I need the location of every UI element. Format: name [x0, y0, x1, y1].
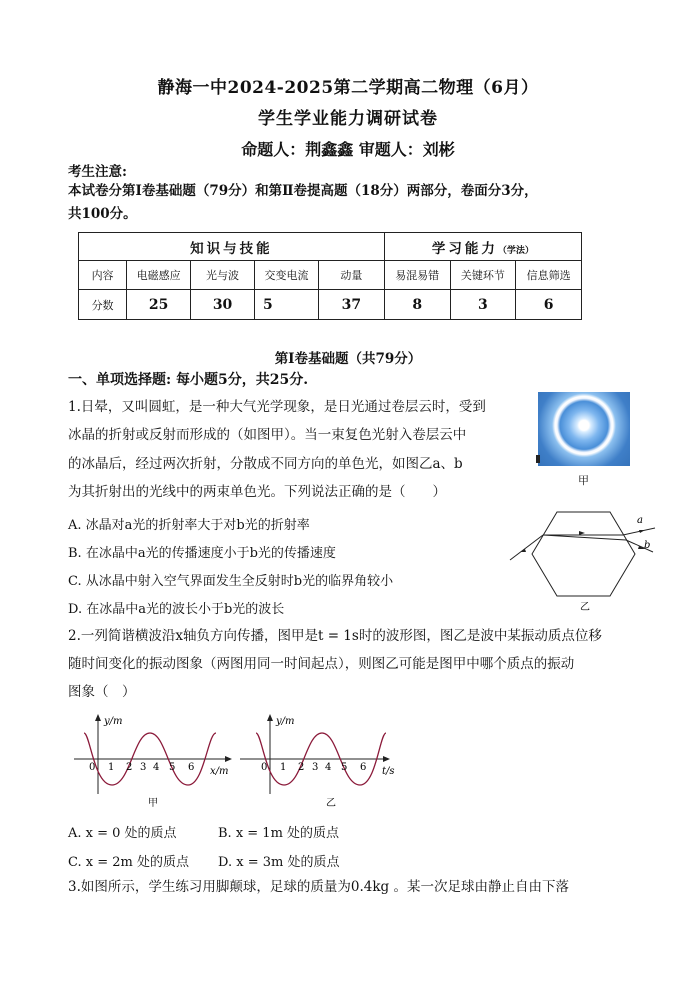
- col-name: 动量: [318, 261, 384, 290]
- q1-option-b: B. 在冰晶中a光的传播速度小于b光的传播速度: [68, 546, 336, 561]
- table-group-ability-note: （学法）: [497, 245, 534, 256]
- q1-line-2: 冰晶的折射或反射而形成的（如图甲）。当一束复色光射入卷层云中: [68, 427, 467, 443]
- wave-graph-jia: [70, 712, 240, 810]
- score-distribution-table: [78, 232, 582, 320]
- notice-label: 考生注意:: [68, 164, 127, 180]
- table-group-knowledge: 知识与技能: [79, 233, 385, 261]
- graph-caption: 甲: [148, 798, 158, 809]
- y-axis-arrow-icon: [95, 714, 101, 721]
- col-score: 6: [516, 290, 582, 320]
- tick-label: 2: [126, 762, 133, 773]
- q2-line-2: 随时间变化的振动图象（两图用同一时间起点），则图乙可能是图甲中哪个质点的振动: [68, 656, 575, 672]
- hexagon-refraction-diagram: [505, 500, 665, 615]
- table-group-ability: [384, 233, 581, 261]
- col-score: 3: [450, 290, 516, 320]
- part-title: 一、单项选择题: 每小题5分，共25分.: [68, 372, 309, 388]
- tick-label: 0: [89, 762, 96, 773]
- col-name: 易混易错: [384, 261, 450, 290]
- arrow-icon: [639, 530, 645, 533]
- diagram-caption: 乙: [580, 602, 590, 613]
- vibration-graph-yi: [236, 712, 408, 810]
- tick-label: 1: [108, 762, 115, 773]
- table-group-ability-label: 学习能力: [431, 240, 498, 257]
- q1-line-3: 的冰晶后，经过两次折射，分散成不同方向的单色光，如图乙a、b: [68, 456, 463, 472]
- tick-label: 5: [169, 762, 176, 773]
- col-name: 电磁感应: [127, 261, 191, 290]
- q2-option-b: B. x = 1m 处的质点: [218, 826, 340, 841]
- row-label-content: 内容: [79, 261, 127, 290]
- ray-a-label: a: [637, 515, 643, 526]
- tick-label: 5: [341, 762, 348, 773]
- t-axis-arrow-icon: [383, 756, 390, 762]
- tick-label: 0: [261, 762, 268, 773]
- graph-caption: 乙: [326, 798, 336, 809]
- tick-labels: [261, 762, 366, 773]
- exam-title: 静海一中2024-2025第二学期高二物理（6月）: [157, 78, 539, 98]
- halo-photo: [538, 392, 630, 466]
- ray-b-label: b: [644, 540, 651, 551]
- q1-option-d: D. 在冰晶中a光的波长小于b光的波长: [68, 602, 285, 617]
- x-axis-label: x/m: [210, 766, 229, 777]
- q2-line-3: 图象（ ）: [68, 684, 136, 700]
- q2-option-c: C. x = 2m 处的质点: [68, 855, 189, 870]
- q1-line-1: 1.日晕，又叫圆虹，是一种大气光学现象，是日光通过卷层云时，受到: [68, 399, 486, 415]
- tick-label: 4: [325, 762, 332, 773]
- exit-ray-a: [623, 528, 655, 535]
- col-score: 8: [384, 290, 450, 320]
- exam-authors: 命题人：荆鑫鑫 审题人：刘彬: [241, 140, 455, 159]
- tick-label: 4: [153, 762, 160, 773]
- arrow-icon: [520, 549, 526, 552]
- q1-option-c: C. 从冰晶中射入空气界面发生全反射时b光的临界角较小: [68, 574, 394, 589]
- t-axis-label: t/s: [382, 766, 395, 777]
- q2-line-1: 2.一列简谐横波沿x轴负方向传播，图甲是t = 1s时的波形图，图乙是波中某振动质点位移: [68, 628, 602, 644]
- y-axis-label: y/m: [104, 716, 123, 727]
- section-title: 第Ⅰ卷基础题（共79分）: [274, 351, 422, 367]
- col-name: 信息筛选: [516, 261, 582, 290]
- tick-labels: [89, 762, 194, 773]
- col-score: 25: [127, 290, 191, 320]
- col-name: 关键环节: [450, 261, 516, 290]
- q1-option-a: A. 冰晶对a光的折射率大于对b光的折射率: [68, 518, 310, 533]
- incident-ray: [510, 535, 543, 560]
- tick-label: 1: [280, 762, 287, 773]
- notice-line-1: 本试卷分第Ⅰ卷基础题（79分）和第Ⅱ卷提高题（18分）两部分，卷面分3分，: [68, 183, 538, 199]
- arrow-icon: [579, 531, 585, 535]
- tick-label: 6: [188, 762, 195, 773]
- q2-option-d: D. x = 3m 处的质点: [218, 855, 340, 870]
- col-score: 30: [191, 290, 255, 320]
- x-axis-arrow-icon: [225, 756, 232, 762]
- exam-subtitle: 学生学业能力调研试卷: [258, 109, 438, 129]
- y-axis-label: y/m: [276, 716, 295, 727]
- col-score: 5: [255, 290, 319, 320]
- col-name: 交变电流: [255, 261, 319, 290]
- halo-caption: 甲: [578, 474, 589, 487]
- internal-ray-b: [543, 535, 626, 540]
- q1-line-4: 为其折射出的光线中的两束单色光。下列说法正确的是（ ）: [68, 484, 446, 500]
- notice-text: [68, 180, 628, 226]
- q2-option-a: A. x = 0 处的质点: [68, 826, 177, 841]
- row-label-score: 分数: [79, 290, 127, 320]
- tick-label: 6: [360, 762, 367, 773]
- col-score: 37: [318, 290, 384, 320]
- tick-label: 3: [140, 762, 147, 773]
- photo-corner-mark: [536, 455, 540, 463]
- tick-label: 3: [312, 762, 319, 773]
- ice-crystal-hexagon: [532, 512, 635, 596]
- notice-line-2: 共100分。: [68, 206, 137, 222]
- col-name: 光与波: [191, 261, 255, 290]
- tick-label: 2: [298, 762, 305, 773]
- q3-line-1: 3.如图所示，学生练习用脚颠球，足球的质量为0.4kg 。某一次足球由静止自由下落: [68, 879, 569, 895]
- y-axis-arrow-icon: [267, 714, 273, 721]
